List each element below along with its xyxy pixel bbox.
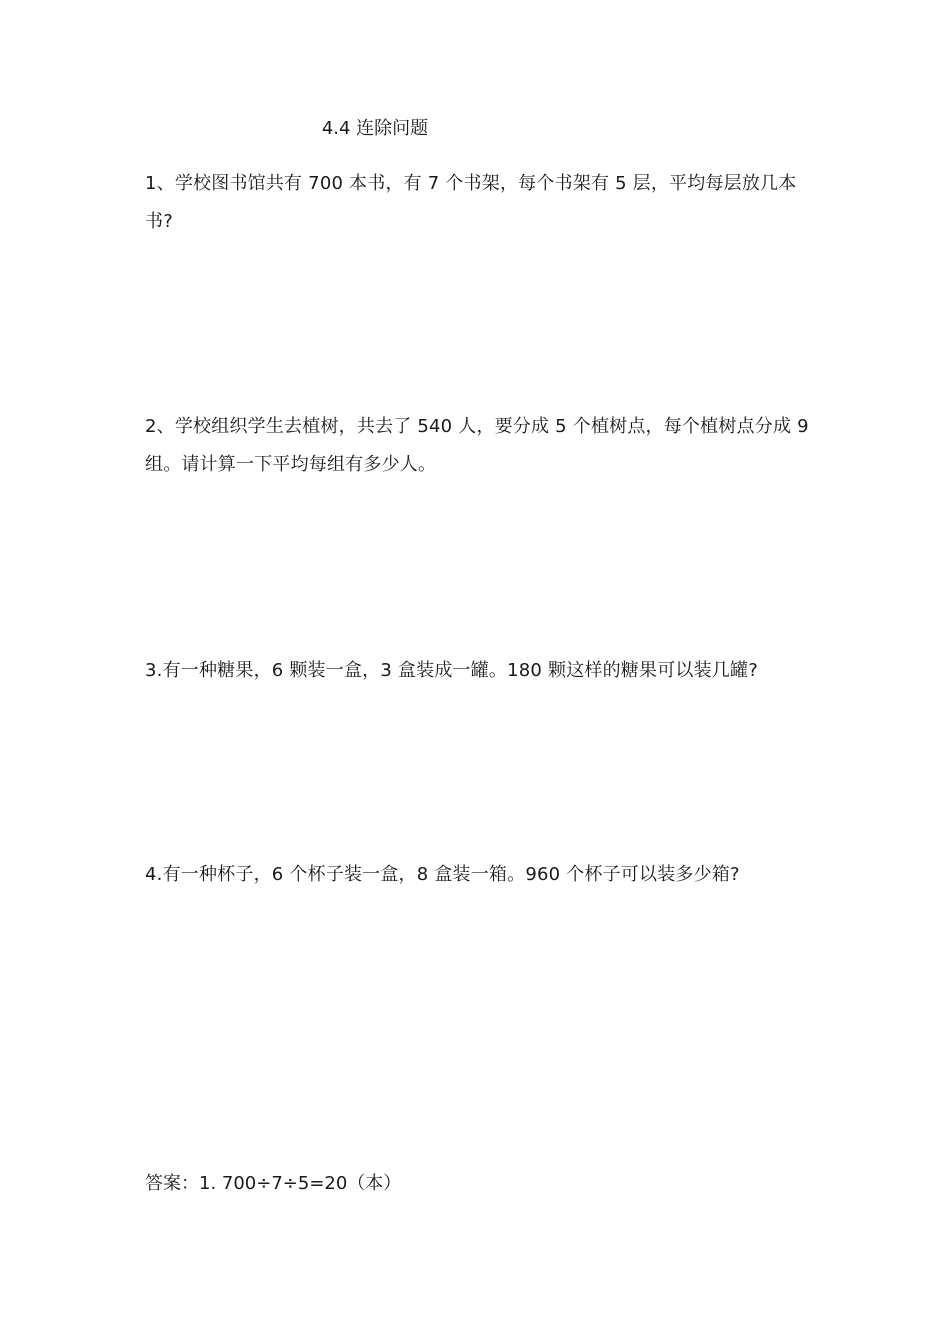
question-3: 3.有一种糖果，6 颗装一盒，3 盒装成一罐。180 颗这样的糖果可以装几罐?	[145, 660, 758, 681]
question-4: 4.有一种杯子，6 个杯子装一盒，8 盒装一箱。960 个杯子可以装多少箱?	[145, 864, 740, 885]
answer-text: 1. 700÷7÷5=20（本）	[199, 1173, 402, 1194]
answer-label: 答案：	[145, 1173, 199, 1194]
answer-section	[145, 1165, 813, 1203]
question-2: 2、学校组织学生去植树，共去了 540 人，要分成 5 个植树点，每个植树点分成 9 组。请计算一下平均每组有多少人。	[145, 416, 809, 475]
question-1: 1、学校图书馆共有 700 本书，有 7 个书架，每个书架有 5 层，平均每层放几本书?	[145, 173, 797, 232]
worksheet-title: 4.4 连除问题	[321, 118, 429, 139]
